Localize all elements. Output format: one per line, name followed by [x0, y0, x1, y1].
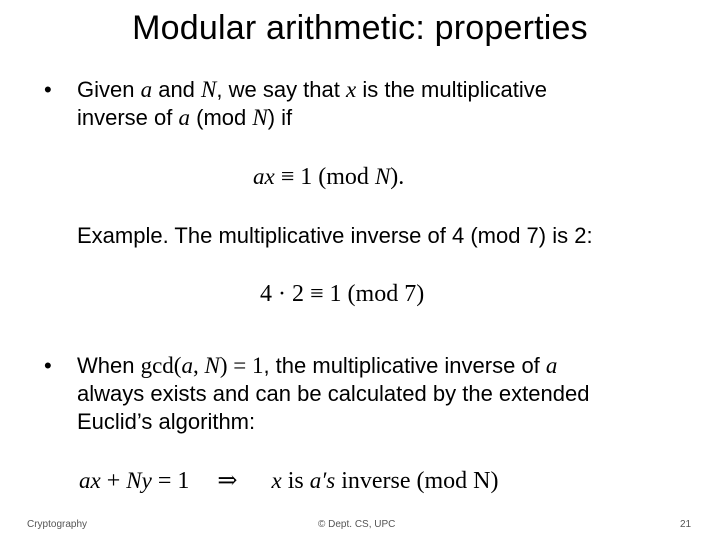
- bullet-1-line-1: [77, 76, 547, 103]
- math-equiv: ≡: [274, 164, 301, 190]
- math-one: 1: [300, 164, 313, 190]
- math-a: a: [545, 353, 558, 378]
- equation-congruence: [253, 162, 404, 192]
- math-ax: ax: [79, 468, 101, 493]
- math-x: x: [271, 468, 282, 493]
- text: When: [77, 353, 141, 378]
- math-mod: (mod: [312, 164, 375, 190]
- math-a: a: [140, 77, 153, 102]
- math-close: ).: [390, 164, 405, 190]
- bullet-marker-2: •: [44, 353, 52, 378]
- text: ) if: [267, 105, 293, 130]
- math-N: N: [204, 353, 220, 378]
- math-N: N: [374, 164, 391, 189]
- implies-arrow-icon: ⇒: [217, 468, 238, 494]
- math-N: N: [201, 77, 217, 102]
- math-eq-one: ) = 1: [219, 353, 264, 378]
- bullet-1-line-2: [77, 104, 292, 131]
- text: , the multiplicative inverse of: [263, 353, 546, 378]
- math-Ny: Ny: [126, 468, 152, 493]
- math-is: is: [281, 468, 310, 494]
- math-plus: +: [100, 468, 127, 494]
- equation-example: 4 · 2 ≡ 1 (mod 7): [260, 281, 425, 307]
- text: (mod: [190, 105, 253, 130]
- text: Given: [77, 77, 141, 102]
- footer-left: Cryptography: [27, 519, 88, 530]
- bullet-marker-1: •: [44, 77, 52, 102]
- text: , we say that: [216, 77, 346, 102]
- math-a: a: [181, 353, 193, 378]
- math-inverse: inverse: [335, 468, 417, 494]
- bullet-2-line-2: always exists and can be calculated by the extended: [77, 381, 590, 406]
- math-equals-one: = 1: [151, 468, 190, 494]
- example-text: Example. The multiplicative inverse of 4 (mod 7) is 2:: [77, 223, 593, 248]
- math-modN: (mod N): [416, 468, 499, 494]
- math-ax: ax: [253, 164, 275, 189]
- math-a-prime: a′s: [309, 468, 336, 493]
- bullet-2-line-3: Euclid’s algorithm:: [77, 409, 256, 434]
- equation-extended-euclid: [79, 466, 639, 496]
- text: and: [152, 77, 202, 102]
- text: is the multiplicative: [356, 77, 547, 102]
- text: inverse of: [77, 105, 179, 130]
- math-N: N: [252, 105, 268, 130]
- slide-title: Modular arithmetic: properties: [132, 9, 588, 47]
- math-gcd: gcd(: [140, 353, 182, 378]
- page-number: 21: [680, 519, 692, 530]
- footer-center: © Dept. CS, UPC: [318, 519, 396, 530]
- bullet-2-line-1: [77, 352, 557, 379]
- math-a: a: [178, 105, 190, 130]
- math-comma: ,: [192, 353, 205, 378]
- math-x: x: [346, 77, 357, 102]
